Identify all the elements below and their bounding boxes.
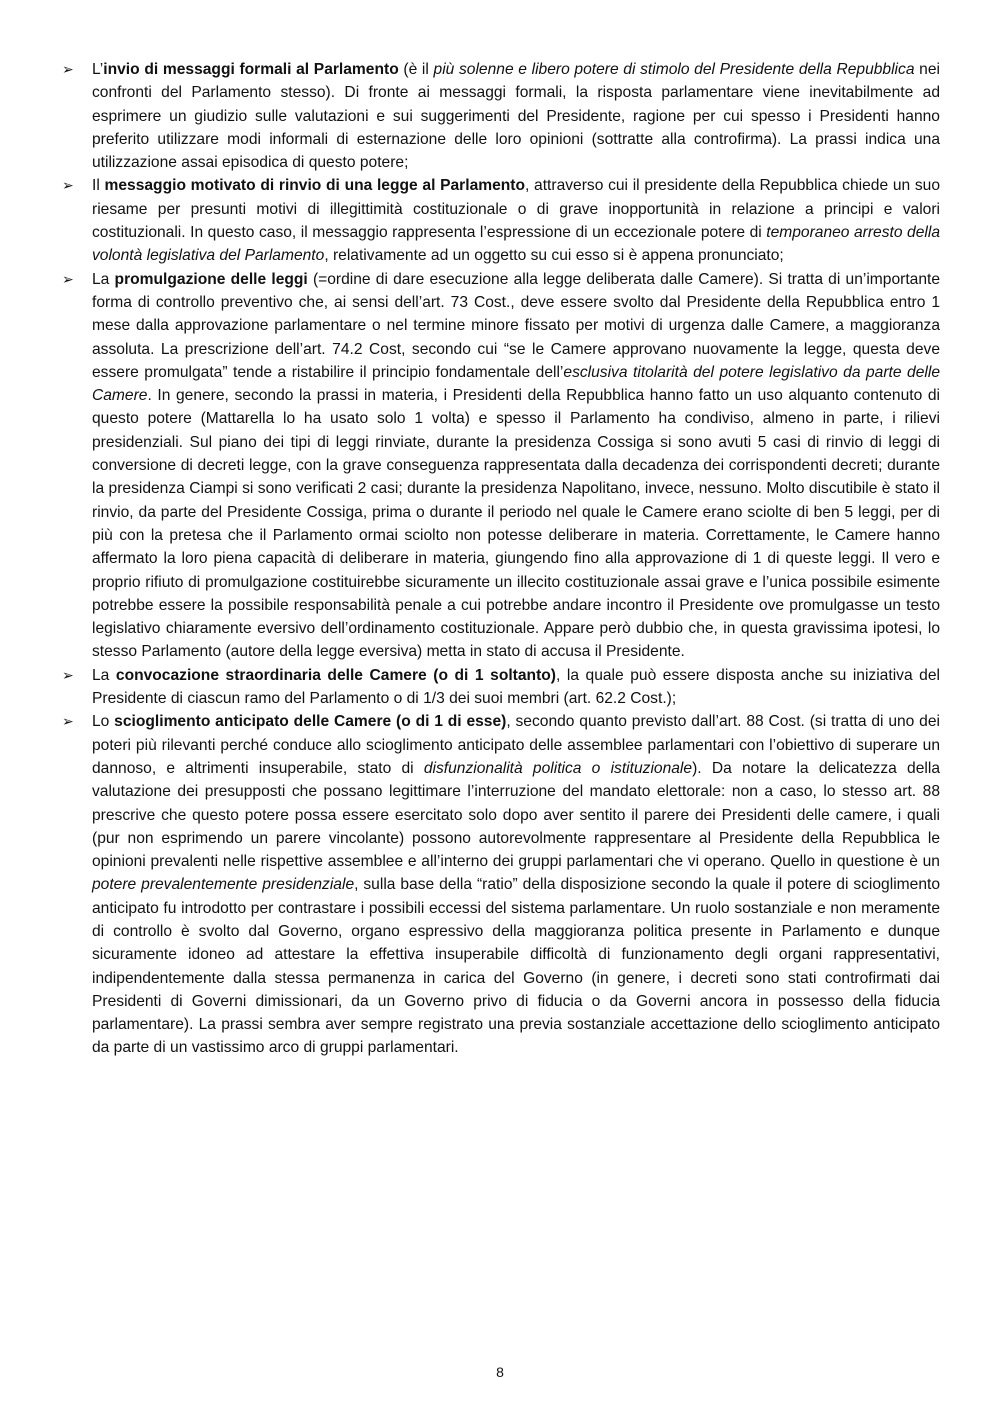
text-run: (=ordine di dare esecuzione alla legge deliberata dalle Camere). Si tratta di un’importante forma di controllo preventivo che, ai sensi dell’art. 73 Cost., deve essere svolto dal Presidente della Repubblica entro 1 mese dalla approvazione parlamentare o nel termine minore fissato per motivi di urgenza dalle Camere, a maggioranza assoluta. La prescrizione dell’art. 74.2 Cost, secondo cui “se le Camere approvano nuovamente la legge, questa deve essere promulgata” tende a ristabilire il principio fondamentale dell’ xyxy=(92,270,940,381)
italic-phrase: disfunzionalità politica o istituzionale xyxy=(423,759,693,777)
italic-phrase: esclusiva titolarità del potere legislativo da parte delle Camere xyxy=(92,363,940,405)
bold-term: invio di messaggi formali al Parlamento xyxy=(103,61,399,78)
text-run: , attraverso cui il presidente della Repubblica chiede un suo riesame per presunti motivi di illegittimità costituzionale o di grave inopportunità in relazione a principi e valori costituzionali. In questo caso, il messaggio rappresenta l’espressione di un eccezionale potere di xyxy=(92,177,940,242)
text-run: La xyxy=(92,270,115,288)
text-run: ). Da notare la delicatezza della valutazione dei presupposti che possano legittimare l’interruzione del mandato elettorale: non a caso, lo stesso art. 88 prescrive che questo potere possa essere esercitato solo dopo aver sentito il parere dei Presidenti delle camere, i quali (pur non esprimendo un parere vincolante) possono autorevolmente rappresentare al Presidente della Repubblica le opinioni prevalenti nelle rispettive assemblee e all’interno dei gruppi parlamentari che vi operano. Quello in questione è un xyxy=(92,759,941,871)
arrowhead-bullet-icon: ➢ xyxy=(62,713,74,730)
list-item-scioglimento xyxy=(62,710,940,1059)
list-item-promulgazione xyxy=(62,268,940,664)
bullet-list xyxy=(62,58,940,1060)
list-item-messaggio-rinvio xyxy=(62,174,940,267)
text-run: , relativamente ad un oggetto su cui esso si è appena pronunciato; xyxy=(324,247,784,265)
list-item-messaggi-formali xyxy=(62,58,940,174)
text-run: L’ xyxy=(92,61,104,78)
text-run: nei confronti del Parlamento stesso). Di fronte ai messaggi formali, la risposta parlamentare viene inevitabilmente ad esprimere un giudizio sulle valutazioni e sui suggerimenti del Presidente, ragione per cui spesso i Presidenti hanno preferito utilizzare modi informali di esternazione delle loro opinioni (sottratte alla controfirma). La prassi indica una utilizzazione assai episodica di questo potere; xyxy=(92,61,940,172)
arrowhead-bullet-icon: ➢ xyxy=(62,270,74,287)
text-run: , la quale può essere disposta anche su iniziativa del Presidente di ciascun ramo del Parlamento o di 1/3 dei suoi membri (art. 62.2 Cost.); xyxy=(92,666,940,708)
bold-term: scioglimento anticipato delle Camere (o di 1 di esse) xyxy=(114,713,507,731)
italic-phrase: temporaneo arresto della volontà legislativa del Parlamento xyxy=(92,224,940,265)
text-run: Il xyxy=(92,177,105,195)
italic-phrase: più solenne e libero potere di stimolo del Presidente della Repubblica xyxy=(433,61,915,78)
text-run: (è il xyxy=(398,61,434,78)
arrowhead-bullet-icon: ➢ xyxy=(62,666,74,683)
bold-term: messaggio motivato di rinvio di una legge al Parlamento xyxy=(104,177,526,195)
arrowhead-bullet-icon: ➢ xyxy=(62,177,74,194)
italic-phrase: potere prevalentemente presidenziale xyxy=(92,876,355,894)
text-run: , secondo quanto previsto dall’art. 88 Cost. (si tratta di uno dei poteri più rilevanti perché conduce allo scioglimento anticipato delle assemblee parlamentari con l’obiettivo di superare un dannoso, e altrimenti insuperabile, stato di xyxy=(92,713,940,777)
page-content xyxy=(62,58,940,1060)
text-run: , sulla base della “ratio” della disposizione secondo la quale il potere di scioglimento anticipato fu introdotto per contrastare i possibili eccessi del sistema parlamentare. Un ruolo sostanziale e non meramente di controllo è svolto dal Governo, organo espressivo della maggioranza politica presente in Parlamento e dunque sicuramente idoneo ad attestare la effettiva insuperabile difficoltà di funzionamento degli organi rappresentativi, indipendentemente dalla stessa permanenza in carica del Governo (in genere, i decreti sono stati controfirmati dai Presidenti di Governi dimissionari, da un Governo privo di fiducia o da Governi ancora in possesso della fiducia parlamentare). La prassi sembra aver sempre registrato una previa sostanziale accettazione dello scioglimento anticipato da parte di un vastissimo arco di gruppi parlamentari. xyxy=(92,876,941,1057)
arrowhead-bullet-icon: ➢ xyxy=(62,61,74,77)
page-number: 8 xyxy=(496,1364,504,1380)
text-run: La xyxy=(92,666,116,684)
text-run: Lo xyxy=(92,713,115,731)
bold-term: convocazione straordinaria delle Camere (o di 1 soltanto) xyxy=(115,666,556,684)
list-item-convocazione xyxy=(62,664,940,711)
text-run: . In genere, secondo la prassi in materia, i Presidenti della Repubblica hanno fatto un uso alquanto contenuto di questo potere (Mattarella lo ha usato solo 1 volta) e spesso il Parlamento ha condiviso, almeno in parte, i rilievi presidenziali. Sul piano dei tipi di leggi rinviate, durante la presidenza Cossiga si sono avuti 5 casi di rinvio di leggi di conversione di decreti legge, con la grave conseguenza rappresentata dalla decadenza dei corrispondenti decreti; durante la presidenza Ciampi si sono verificati 2 casi; durante la presidenza Napolitano, invece, nessuno. Molto discutibile è stato il rinvio, da parte del Presidente Cossiga, prima o durante il periodo nel quale le Camere erano sciolte di ben 5 leggi, per di più con la pretesa che il Parlamento ormai sciolto non potesse deliberare in materia. Correttamente, le Camere hanno affermato la loro piena capacità di deliberare in materia, giungendo fino alla approvazione di 1 di queste leggi. Il vero e proprio rifiuto di promulgazione costituirebbe sicuramente un illecito costituzionale assai grave e l’unica possibile esimente potrebbe essere la possibile responsabilità penale a cui potrebbe andare incontro il Presidente ove promulgasse un testo legislativo chiaramente eversivo dell’ordinamento costituzionale. Appare però dubbio che, in questa gravissima ipotesi, lo stesso Parlamento (autore della legge eversiva) metta in stato di accusa il Presidente. xyxy=(92,387,940,661)
bold-term: promulgazione delle leggi xyxy=(114,270,308,288)
